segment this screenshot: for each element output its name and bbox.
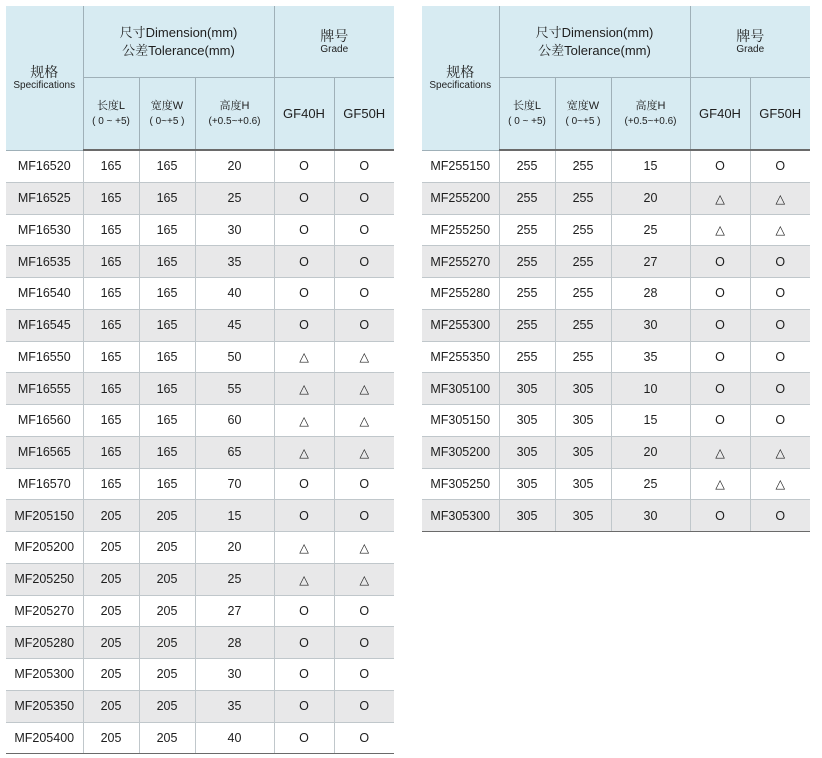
height-label: 高度H (219, 99, 250, 112)
length-cell: 255 (499, 341, 555, 373)
table-row (6, 309, 394, 341)
grade2-cell: △ (334, 405, 394, 437)
length-label: 长度L (512, 99, 542, 112)
table-row (6, 405, 394, 437)
height-cell: 70 (195, 468, 274, 500)
grade1-cell: △ (690, 214, 750, 246)
length-header (499, 78, 555, 151)
spec-cell: MF16540 (6, 278, 83, 310)
length-cell: 305 (499, 468, 555, 500)
width-cell: 255 (555, 278, 611, 310)
length-cell: 305 (499, 405, 555, 437)
spec-cell: MF16530 (6, 214, 83, 246)
table-row (422, 500, 810, 532)
height-cell: 15 (611, 405, 690, 437)
table-row (6, 341, 394, 373)
spec-cell: MF255250 (422, 214, 499, 246)
width-cell: 205 (139, 532, 195, 564)
width-cell: 305 (555, 373, 611, 405)
length-cell: 205 (83, 595, 139, 627)
height-cell: 40 (195, 278, 274, 310)
grade2-cell: O (334, 595, 394, 627)
spec-cell: MF205350 (6, 690, 83, 722)
grade1-cell: O (274, 468, 334, 500)
grade1-cell: △ (690, 436, 750, 468)
width-cell: 205 (139, 595, 195, 627)
spec-cell: MF305200 (422, 436, 499, 468)
length-cell: 255 (499, 246, 555, 278)
width-header (139, 78, 195, 151)
height-header (611, 78, 690, 151)
height-cell: 65 (195, 436, 274, 468)
grade2-cell: O (334, 500, 394, 532)
grade1-cell: △ (690, 182, 750, 214)
grade2-cell: O (334, 246, 394, 278)
grade1-cell: △ (274, 532, 334, 564)
grade-header-cn: 牌号 (320, 27, 349, 44)
spec-cell: MF255150 (422, 150, 499, 182)
spec-cell: MF16555 (6, 373, 83, 405)
spec-cell: MF305100 (422, 373, 499, 405)
grade2-cell: △ (334, 532, 394, 564)
height-cell: 20 (611, 182, 690, 214)
table-row (6, 532, 394, 564)
grade1-cell: O (274, 627, 334, 659)
table-row (6, 246, 394, 278)
grade2-cell: O (750, 150, 810, 182)
length-cell: 205 (83, 722, 139, 754)
table-row (6, 436, 394, 468)
width-cell: 255 (555, 150, 611, 182)
table-row (6, 214, 394, 246)
grade2-cell: △ (750, 468, 810, 500)
width-cell: 165 (139, 309, 195, 341)
grade2-cell: O (750, 246, 810, 278)
spec-cell: MF255350 (422, 341, 499, 373)
grade1-cell: △ (274, 373, 334, 405)
height-cell: 25 (611, 214, 690, 246)
spec-cell: MF205150 (6, 500, 83, 532)
spec-header-cn: 规格 (446, 63, 475, 80)
width-cell: 205 (139, 627, 195, 659)
grade1-header (690, 78, 750, 151)
grade1-cell: O (274, 150, 334, 182)
grade1-cell: O (274, 690, 334, 722)
grade1-cell: △ (274, 341, 334, 373)
table-row (6, 278, 394, 310)
grade1-cell: O (690, 278, 750, 310)
grade2-cell: O (334, 309, 394, 341)
length-cell: 165 (83, 436, 139, 468)
width-cell: 165 (139, 214, 195, 246)
width-label: 宽度W (566, 99, 600, 112)
table-row (422, 182, 810, 214)
dimension-header (499, 6, 690, 78)
grade2-cell: O (334, 722, 394, 754)
table-row (6, 627, 394, 659)
spec-cell: MF205400 (6, 722, 83, 754)
width-cell: 305 (555, 468, 611, 500)
grade1-cell: O (274, 500, 334, 532)
height-cell: 55 (195, 373, 274, 405)
length-cell: 255 (499, 214, 555, 246)
length-tolerance: ( 0 ~ +5) (92, 115, 130, 127)
grade2-cell: △ (750, 182, 810, 214)
spec-cell: MF205250 (6, 563, 83, 595)
height-cell: 30 (611, 309, 690, 341)
length-cell: 165 (83, 278, 139, 310)
width-header (555, 78, 611, 151)
width-cell: 255 (555, 182, 611, 214)
width-cell: 165 (139, 182, 195, 214)
table-row (422, 341, 810, 373)
spec-table-right-body (422, 150, 810, 532)
spec-cell: MF255200 (422, 182, 499, 214)
grade1-label: GF40H (283, 105, 325, 121)
grade2-cell: O (750, 278, 810, 310)
spec-table-right (422, 6, 810, 532)
grade2-cell: △ (334, 373, 394, 405)
table-row (6, 182, 394, 214)
width-cell: 205 (139, 659, 195, 691)
height-cell: 40 (195, 722, 274, 754)
height-cell: 35 (611, 341, 690, 373)
length-cell: 205 (83, 690, 139, 722)
width-cell: 165 (139, 341, 195, 373)
tolerance-header-line2: 公差Tolerance(mm) (122, 42, 235, 58)
length-cell: 165 (83, 246, 139, 278)
grade2-cell: O (334, 214, 394, 246)
length-cell: 255 (499, 150, 555, 182)
grade1-cell: O (690, 309, 750, 341)
length-cell: 255 (499, 309, 555, 341)
spec-cell: MF16545 (6, 309, 83, 341)
width-cell: 165 (139, 278, 195, 310)
grade-header-en: Grade (320, 43, 349, 55)
height-tolerance: (+0.5~+0.6) (624, 115, 677, 127)
dimension-header-line1: 尺寸Dimension(mm) (535, 24, 654, 40)
table-row (422, 373, 810, 405)
height-header (195, 78, 274, 151)
length-cell: 165 (83, 182, 139, 214)
grade1-cell: O (690, 373, 750, 405)
spec-header (422, 6, 499, 150)
width-cell: 205 (139, 563, 195, 595)
grade1-cell: △ (274, 405, 334, 437)
height-cell: 10 (611, 373, 690, 405)
length-cell: 305 (499, 436, 555, 468)
spec-cell: MF16550 (6, 341, 83, 373)
table-row (6, 690, 394, 722)
width-cell: 255 (555, 341, 611, 373)
length-label: 长度L (96, 99, 126, 112)
spec-cell: MF16565 (6, 436, 83, 468)
grade1-cell: O (690, 500, 750, 532)
spec-header-en: Specifications (13, 79, 76, 91)
spec-cell: MF16525 (6, 182, 83, 214)
grade2-cell: O (334, 690, 394, 722)
grade1-cell: O (690, 150, 750, 182)
length-cell: 165 (83, 309, 139, 341)
spec-cell: MF16520 (6, 150, 83, 182)
grade2-label: GF50H (759, 105, 802, 121)
grade2-cell: O (750, 341, 810, 373)
spec-table-left (6, 6, 394, 754)
height-cell: 15 (611, 150, 690, 182)
width-cell: 205 (139, 722, 195, 754)
height-cell: 20 (195, 150, 274, 182)
grade1-cell: O (274, 309, 334, 341)
length-cell: 205 (83, 500, 139, 532)
width-cell: 165 (139, 246, 195, 278)
table-row (6, 722, 394, 754)
grade1-header (274, 78, 334, 151)
width-cell: 305 (555, 405, 611, 437)
width-cell: 165 (139, 468, 195, 500)
grade2-header (334, 78, 394, 151)
spec-cell: MF205300 (6, 659, 83, 691)
width-cell: 205 (139, 690, 195, 722)
grade-header-cn: 牌号 (736, 27, 765, 44)
height-cell: 20 (611, 436, 690, 468)
length-cell: 205 (83, 563, 139, 595)
height-cell: 35 (195, 690, 274, 722)
height-tolerance: (+0.5~+0.6) (208, 115, 261, 127)
width-tolerance: ( 0~+5 ) (149, 115, 185, 127)
table-row (422, 309, 810, 341)
length-cell: 255 (499, 182, 555, 214)
height-cell: 25 (195, 563, 274, 595)
length-header (83, 78, 139, 151)
height-cell: 35 (195, 246, 274, 278)
spec-header-en: Specifications (429, 79, 492, 91)
width-cell: 305 (555, 436, 611, 468)
grade2-cell: O (334, 150, 394, 182)
width-cell: 165 (139, 436, 195, 468)
width-cell: 165 (139, 405, 195, 437)
length-cell: 165 (83, 468, 139, 500)
grade2-cell: O (334, 182, 394, 214)
grade2-cell: O (750, 373, 810, 405)
spec-cell: MF16560 (6, 405, 83, 437)
grade1-cell: O (274, 214, 334, 246)
width-cell: 255 (555, 246, 611, 278)
length-tolerance: ( 0 ~ +5) (508, 115, 546, 127)
spec-cell: MF16535 (6, 246, 83, 278)
table-row (6, 659, 394, 691)
width-cell: 255 (555, 309, 611, 341)
dimension-header (83, 6, 274, 78)
grade1-cell: O (274, 182, 334, 214)
table-row (422, 214, 810, 246)
table-row (6, 595, 394, 627)
grade-header-en: Grade (736, 43, 765, 55)
height-cell: 60 (195, 405, 274, 437)
length-cell: 205 (83, 532, 139, 564)
grade1-label: GF40H (699, 105, 741, 121)
grade2-cell: △ (334, 563, 394, 595)
length-cell: 165 (83, 341, 139, 373)
height-cell: 25 (195, 182, 274, 214)
grade2-cell: O (750, 500, 810, 532)
table-row (6, 500, 394, 532)
length-cell: 305 (499, 500, 555, 532)
length-cell: 165 (83, 373, 139, 405)
grade2-cell: O (334, 627, 394, 659)
tolerance-header-line2: 公差Tolerance(mm) (538, 42, 651, 58)
spec-header-cn: 规格 (30, 63, 59, 80)
table-row (422, 436, 810, 468)
table-row (422, 405, 810, 437)
grade2-label: GF50H (343, 105, 386, 121)
height-cell: 15 (195, 500, 274, 532)
height-cell: 25 (611, 468, 690, 500)
height-cell: 50 (195, 341, 274, 373)
grade1-cell: O (274, 595, 334, 627)
height-label: 高度H (635, 99, 666, 112)
grade1-cell: O (274, 246, 334, 278)
grade1-cell: O (274, 722, 334, 754)
length-cell: 305 (499, 373, 555, 405)
spec-cell: MF16570 (6, 468, 83, 500)
width-cell: 165 (139, 150, 195, 182)
grade2-cell: △ (334, 436, 394, 468)
height-cell: 45 (195, 309, 274, 341)
length-cell: 165 (83, 214, 139, 246)
grade2-cell: O (334, 659, 394, 691)
height-cell: 27 (611, 246, 690, 278)
height-cell: 20 (195, 532, 274, 564)
spec-cell: MF305300 (422, 500, 499, 532)
length-cell: 165 (83, 405, 139, 437)
spec-cell: MF205270 (6, 595, 83, 627)
width-cell: 165 (139, 373, 195, 405)
dimension-header-line1: 尺寸Dimension(mm) (119, 24, 238, 40)
table-row (422, 150, 810, 182)
length-cell: 165 (83, 150, 139, 182)
grade1-cell: △ (690, 468, 750, 500)
height-cell: 30 (195, 659, 274, 691)
spec-cell: MF205280 (6, 627, 83, 659)
table-row (422, 246, 810, 278)
grade2-header (750, 78, 810, 151)
height-cell: 28 (611, 278, 690, 310)
length-cell: 205 (83, 627, 139, 659)
table-row (6, 563, 394, 595)
grade1-cell: △ (274, 563, 334, 595)
grade2-cell: O (334, 278, 394, 310)
length-cell: 255 (499, 278, 555, 310)
grade1-cell: O (690, 246, 750, 278)
grade1-cell: O (690, 405, 750, 437)
grade2-cell: O (750, 309, 810, 341)
table-row (6, 373, 394, 405)
grade2-cell: △ (750, 436, 810, 468)
grade1-cell: △ (274, 436, 334, 468)
spec-cell: MF305250 (422, 468, 499, 500)
table-row (6, 150, 394, 182)
width-cell: 205 (139, 500, 195, 532)
spec-table-left-body (6, 150, 394, 754)
spec-cell: MF305150 (422, 405, 499, 437)
spec-header (6, 6, 83, 150)
spec-cell: MF255280 (422, 278, 499, 310)
grade-header (690, 6, 810, 78)
grade1-cell: O (274, 278, 334, 310)
height-cell: 27 (195, 595, 274, 627)
table-row (422, 278, 810, 310)
grade-header (274, 6, 394, 78)
width-cell: 255 (555, 214, 611, 246)
grade2-cell: △ (750, 214, 810, 246)
spec-cell: MF205200 (6, 532, 83, 564)
spec-cell: MF255270 (422, 246, 499, 278)
table-row (6, 468, 394, 500)
grade2-cell: O (750, 405, 810, 437)
grade1-cell: O (690, 341, 750, 373)
height-cell: 30 (195, 214, 274, 246)
height-cell: 28 (195, 627, 274, 659)
width-cell: 305 (555, 500, 611, 532)
spec-cell: MF255300 (422, 309, 499, 341)
width-label: 宽度W (150, 99, 184, 112)
table-row (422, 468, 810, 500)
height-cell: 30 (611, 500, 690, 532)
grade1-cell: O (274, 659, 334, 691)
length-cell: 205 (83, 659, 139, 691)
grade2-cell: O (334, 468, 394, 500)
width-tolerance: ( 0~+5 ) (565, 115, 601, 127)
grade2-cell: △ (334, 341, 394, 373)
